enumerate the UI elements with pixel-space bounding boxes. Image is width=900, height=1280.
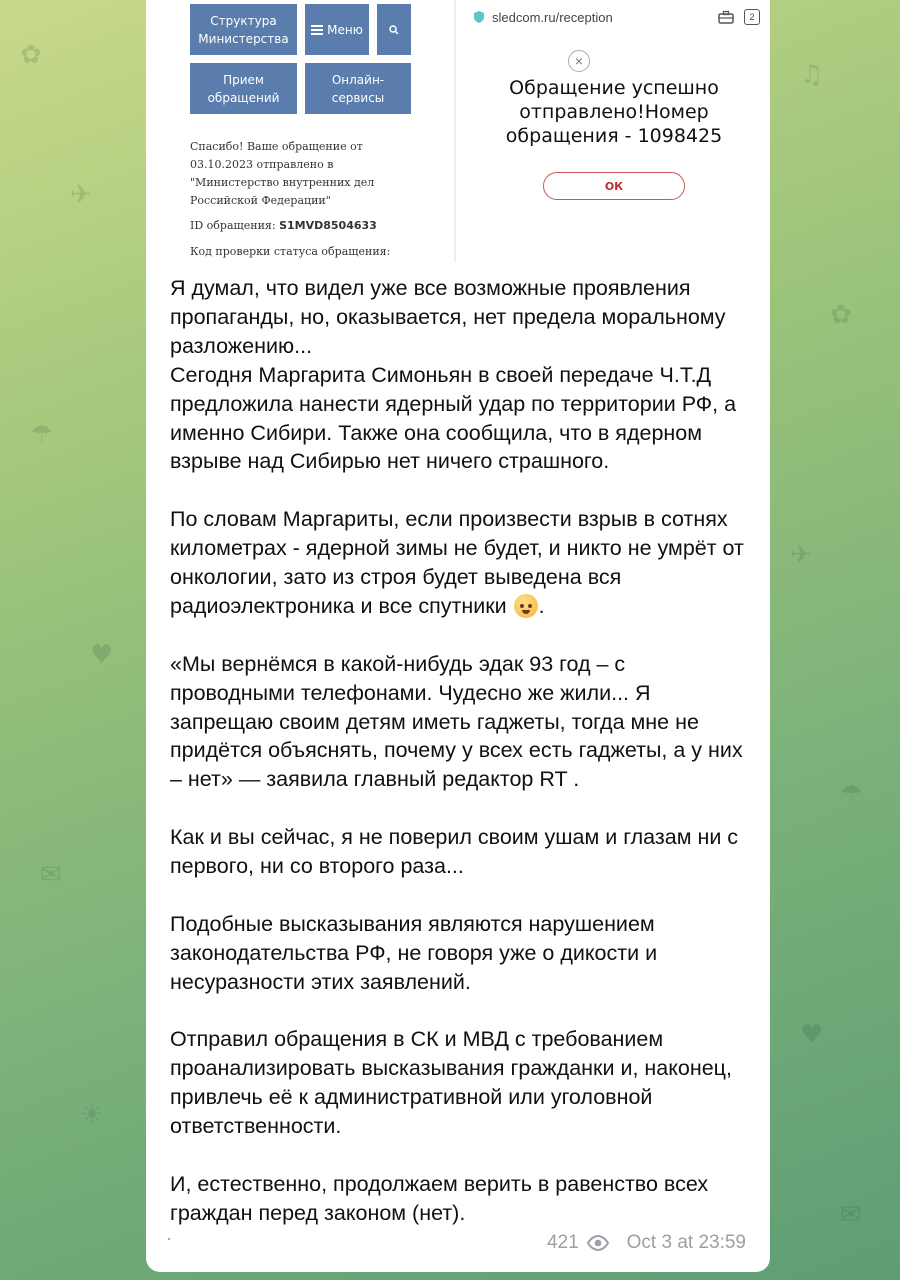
- doodle-icon: ♫: [800, 60, 824, 90]
- doodle-icon: ☂: [840, 780, 864, 810]
- message-paragraph: И, естественно, продолжаем верить в равенство всех граждан перед законом (нет).: [170, 1172, 709, 1225]
- eye-icon: [587, 1235, 609, 1251]
- tabs-count-button[interactable]: 2: [744, 9, 760, 25]
- confirmation-line: Спасибо! Ваше обращение от: [190, 140, 363, 153]
- message-timestamp: Oct 3 at 23:59: [626, 1232, 746, 1253]
- hamburger-icon: [311, 25, 323, 35]
- nav-button-label: Прием обращений: [207, 72, 280, 105]
- browser-address-bar[interactable]: [472, 6, 760, 28]
- nav-button-label: Онлайн-сервисы: [331, 72, 385, 105]
- ministry-screenshot[interactable]: [146, 0, 454, 262]
- menu-button-label: Меню: [327, 22, 363, 37]
- doodle-icon: ✈: [790, 540, 812, 570]
- menu-button[interactable]: [305, 4, 369, 55]
- request-id: [190, 217, 377, 235]
- message-bubble: [146, 0, 770, 1272]
- doodle-icon: ♥: [800, 1020, 824, 1050]
- doodle-icon: ✿: [20, 40, 42, 70]
- exploding-head-emoji-icon: [514, 594, 538, 618]
- shield-icon: [472, 10, 486, 24]
- confirmation-line: "Министерство внутренних дел: [190, 176, 375, 189]
- request-id-value: S1MVD8504633: [279, 219, 377, 232]
- confirmation-line: 03.10.2023 отправлено в: [190, 158, 334, 171]
- message-paragraph: [170, 505, 754, 621]
- doodle-icon: ♥: [90, 640, 114, 670]
- close-dialog-button[interactable]: [568, 50, 590, 72]
- search-button[interactable]: [377, 4, 411, 55]
- views-count: 421: [546, 1232, 579, 1253]
- doodle-icon: ✿: [830, 300, 852, 330]
- nav-button-reception[interactable]: [190, 63, 297, 114]
- search-icon: [389, 25, 399, 35]
- message-paragraph: Как и вы сейчас, я не поверил своим ушам и глазам ни с первого, ни со второго раза...: [170, 825, 739, 879]
- message-meta: [547, 1232, 746, 1254]
- confirmation-text: [190, 138, 374, 210]
- nav-button-label: Структура Министерства: [198, 13, 289, 46]
- briefcase-icon[interactable]: [718, 10, 734, 24]
- message-text: [170, 274, 754, 1228]
- status-code-label: Код проверки статуса обращения:: [190, 245, 391, 258]
- message-paragraph: Отправил обращения в СК и МВД с требованием проанализировать высказывания гражданки и, наконец, привлечь её к административной или уголовной ответственности.: [170, 1027, 732, 1139]
- doodle-icon: ☂: [30, 420, 54, 450]
- doodle-icon: ✉: [40, 860, 62, 890]
- nav-button-online-services[interactable]: [305, 63, 411, 114]
- ok-button[interactable]: ОК: [543, 172, 685, 200]
- message-paragraph: «Мы вернёмся в какой-нибудь эдак 93 год – с проводными телефонами. Чудесно же жили... Я запрещаю своим детям иметь гаджеты, тогда мне не придётся объяснять, почему у всех есть гаджеты, а у них – нет» — заявила главный редактор RT .: [170, 651, 743, 792]
- message-paragraph-suffix: .: [538, 593, 545, 618]
- doodle-icon: ✈: [70, 180, 92, 210]
- nav-button-structure[interactable]: [190, 4, 297, 55]
- message-paragraph: Подобные высказывания являются нарушением законодательства РФ, не говоря уже о дикости и несуразности этих заявлений.: [170, 911, 658, 994]
- message-paragraph: Я думал, что видел уже все возможные проявления пропаганды, но, оказывается, нет предела моральному разложению... Сегодня Маргарита Симоньян в своей передаче Ч.Т.Д предложила нанести ядерный удар по территории РФ, а именно Сибири. Также она сообщила, что в ядерном взрыве над Сибирью нет ничего страшного.: [170, 276, 737, 474]
- doodle-icon: ✉: [840, 1200, 862, 1230]
- request-id-label: ID обращения:: [190, 219, 276, 232]
- attached-screenshots[interactable]: [146, 0, 770, 262]
- doodle-icon: ☀: [80, 1100, 104, 1130]
- confirmation-line: Российской Федерации": [190, 194, 331, 207]
- dot-mark: [168, 1238, 170, 1240]
- close-icon: ×: [574, 53, 584, 69]
- url-text: sledcom.ru/reception: [492, 9, 613, 25]
- message-paragraph-text: По словам Маргариты, если произвести взрыв в сотнях километрах - ядерной зимы не будет, и никто не умрёт от онкологии, зато из строя будет выведена вся радиоэлектроника и все спутники: [170, 507, 744, 618]
- dialog-title: Обращение успешно отправлено!Номер обращения - 1098425: [505, 77, 723, 147]
